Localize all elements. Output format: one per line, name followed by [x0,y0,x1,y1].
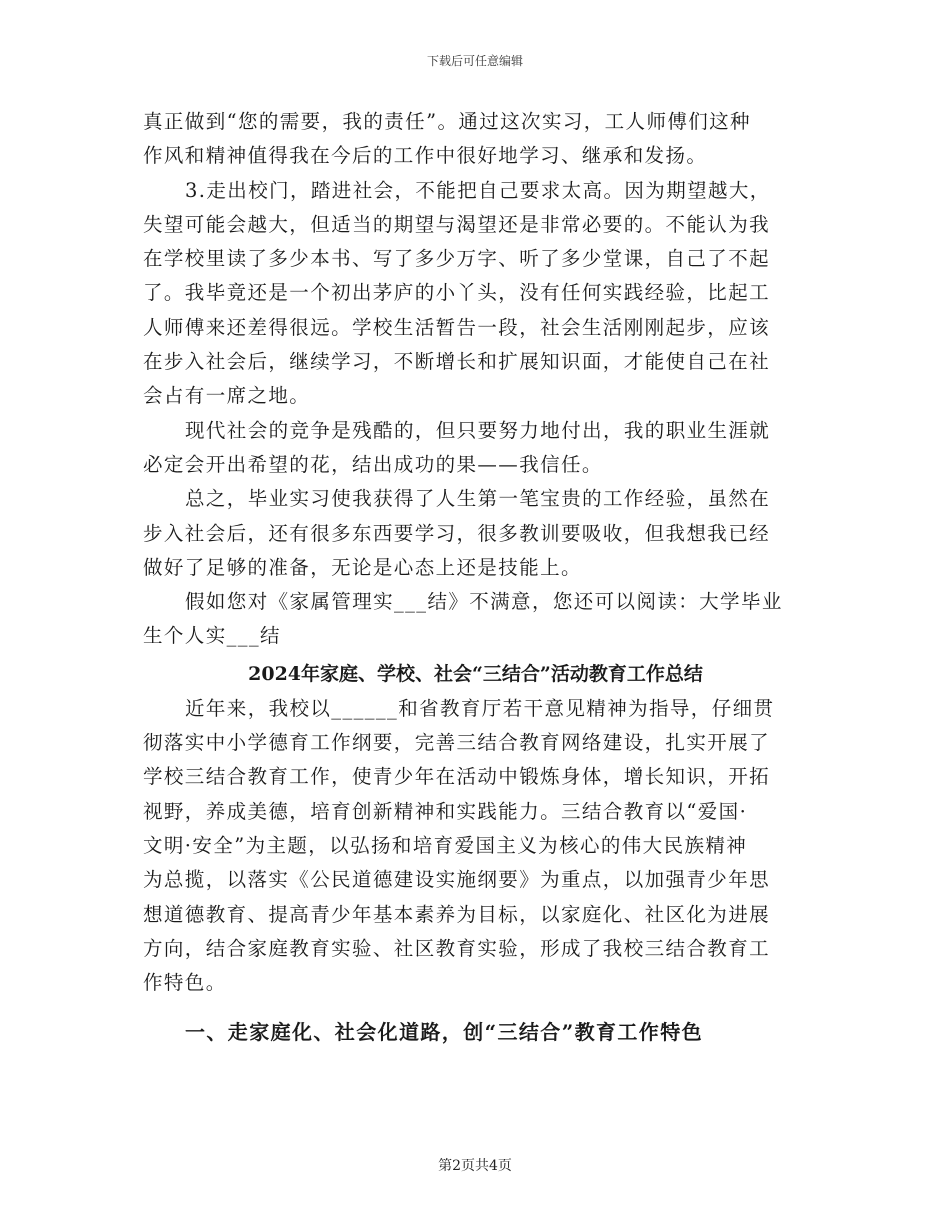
text-line: 学校三结合教育工作，使青少年在活动中锻炼身体，增长知识，开拓 [143,765,771,789]
paragraph-6 [143,692,808,1001]
text-line: 了。我毕竟还是一个初出茅庐的小丫头，没有任何实践经验，比起工 [143,281,771,305]
text-line: 现代社会的竞争是残酷的，但只要努力地付出，我的职业生涯就 [185,418,771,442]
text-line: 3.走出校门，踏进社会，不能把自己要求太高。因为期望越大， [185,178,771,202]
text-line: 方向，结合家庭教育实验、社区教育实验，形成了我校三结合教育工 [143,936,771,960]
text-line: 失望可能会越大，但适当的期望与渴望还是非常必要的。不能认为我 [143,212,771,236]
paragraph-3 [143,414,808,483]
text-line: 会占有一席之地。 [143,384,311,408]
header-note: 下载后可任意编辑 [426,54,523,68]
text-line: 作风和精神值得我在今后的工作中很好地学习、继承和发扬。 [143,144,708,168]
section-title: 2024年家庭、学校、社会“三结合”活动教育工作总结 [248,662,703,685]
text-line: 作特色。 [143,971,227,995]
paragraph-2 [143,174,808,414]
text-line: 步入社会后，还有很多东西要学习，很多教训要吸收，但我想我已经 [143,521,771,545]
paragraph-4 [143,482,808,585]
text-line: 总之，毕业实习使我获得了人生第一笔宝贵的工作经验，虽然在 [185,487,771,511]
text-line: 人师傅来还差得很远。学校生活暂告一段，社会生活刚刚起步，应该 [143,315,771,339]
text-line: 文明·安全”为主题，以弘扬和培育爱国主义为核心的伟大民族精神 [143,833,748,857]
text-line: 想道德教育、提高青少年基本素养为目标，以家庭化、社区化为进展 [143,902,771,926]
section-heading: 一、走家庭化、社会化道路，创“三结合”教育工作特色 [185,1020,704,1045]
document-body [143,105,808,1050]
page-number: 第2页共4页 [438,1158,512,1174]
text-line: 视野，养成美德，培育创新精神和实践能力。三结合教育以“爱国· [143,799,748,823]
text-line: 在学校里读了多少本书、写了多少万字、听了多少堂课，自己了不起 [143,247,771,271]
text-line: 近年来，我校以______和省教育厅若干意见精神为指导，仔细贯 [185,696,775,720]
text-line: 假如您对《家属管理实___结》不满意，您还可以阅读：大学毕业 [185,590,783,614]
text-line: 在步入社会后，继续学习，不断增长和扩展知识面，才能使自己在社 [143,350,771,374]
paragraph-5 [143,585,808,654]
text-line: 生个人实___结 [143,624,281,648]
text-line: 做好了足够的准备，无论是心态上还是技能上。 [143,555,582,579]
text-line: 为总揽，以落实《公民道德建设实施纲要》为重点，以加强青少年思 [143,868,771,892]
text-line: 必定会开出希望的花，结出成功的果——我信任。 [143,452,603,476]
text-line: 彻落实中小学德育工作纲要，完善三结合教育网络建设，扎实开展了 [143,731,771,755]
paragraph-1 [143,105,808,174]
text-line: 真正做到“您的需要，我的责任”。通过这次实习，工人师傅们这种 [143,110,751,133]
